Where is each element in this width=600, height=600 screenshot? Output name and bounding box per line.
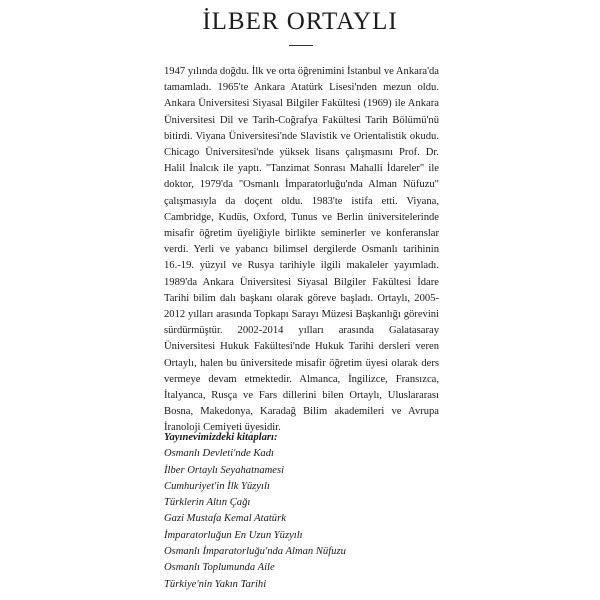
book-item: Türkiye'nin Yakın Tarihi — [164, 578, 267, 590]
title-divider — [289, 45, 313, 46]
author-biography: 1947 yılında doğdu. İlk ve orta öğrenimini İstanbul ve Ankara'da tamamladı. 1965'te Ankara Atatürk Lisesi'nden mezun oldu. Ankara Üniversitesi Siyasal Bilgiler Fakültesi (1969) ile Ankara Üniversitesi Dil ve Tarih-Coğrafya Fakültesi Tarih Bölümü'nü bitirdi. Viyana Üniversitesi'nde Slavistik ve Orientalistik okudu. Chicago Üniversitesi'nde yüksek lisans çalışmasını Prof. Dr. Halil İnalcık ile yaptı. "Tanzimat Sonrası Mahalli İdareler" ile doktor, 1979'da "Osmanlı İmparatorluğu'nda Alman Nüfuzu" çalışmasıyla da doçent oldu. 1983'te istifa etti. Viyana, Cambridge, Kudüs, Oxford, Tunus ve Berlin üniversitelerinde misafir öğretim üyeliğiyle birlikte seminerler ve konferanslar verdi. Yerli ve yabancı bilimsel dergilerde Osmanlı tarihinin 16.-19. yüzyıl ve Rusya tarihiyle ilgili makaleler yayımladı. 1989'da Ankara Üniversitesi Siyasal Bilgiler Fakültesi İdare Tarihi bilim dalı başkanı olarak göreve başladı. Ortaylı, 2005-2012 yılları arasında Topkapı Sarayı Müzesi Başkanlığı görevini sürdürmüştür. 2002-2014 yılları arasında Galatasaray Üniversitesi Hukuk Fakültesi'nde Hukuk Tarihi dersleri veren Ortaylı, halen bu üniversitede misafir öğretim üyesi olarak ders vermeye devam etmektedir. Almanca, İngilizce, Fransızca, İtalyanca, Rusça ve Fars dillerini bilen Ortaylı, Uluslararası Bosna, Makedonya, Karadağ Bilim akademileri ve Avrupa İranoloji Cemiyeti üyesidir. — [164, 66, 439, 434]
book-item: İmparatorluğun En Uzun Yüzyılı — [164, 529, 303, 541]
book-item: Osmanlı İmparatorluğu'nda Alman Nüfuzu — [164, 546, 346, 558]
book-item: Türklerin Altın Çağı — [164, 497, 251, 509]
book-item: Gazi Mustafa Kemal Atatürk — [164, 513, 286, 525]
book-item: Cumhuriyet'in İlk Yüzyılı — [164, 480, 270, 492]
books-heading: Yayınevimizdeki kitapları: — [164, 432, 278, 443]
books-section — [164, 430, 444, 593]
book-item: Osmanlı Toplumunda Aile — [164, 562, 275, 574]
book-item: İlber Ortaylı Seyahatnamesi — [164, 464, 285, 476]
book-item: Osmanlı Devleti'nde Kadı — [164, 448, 274, 460]
books-list — [164, 446, 444, 593]
author-name: İLBER ORTAYLI — [202, 8, 398, 35]
